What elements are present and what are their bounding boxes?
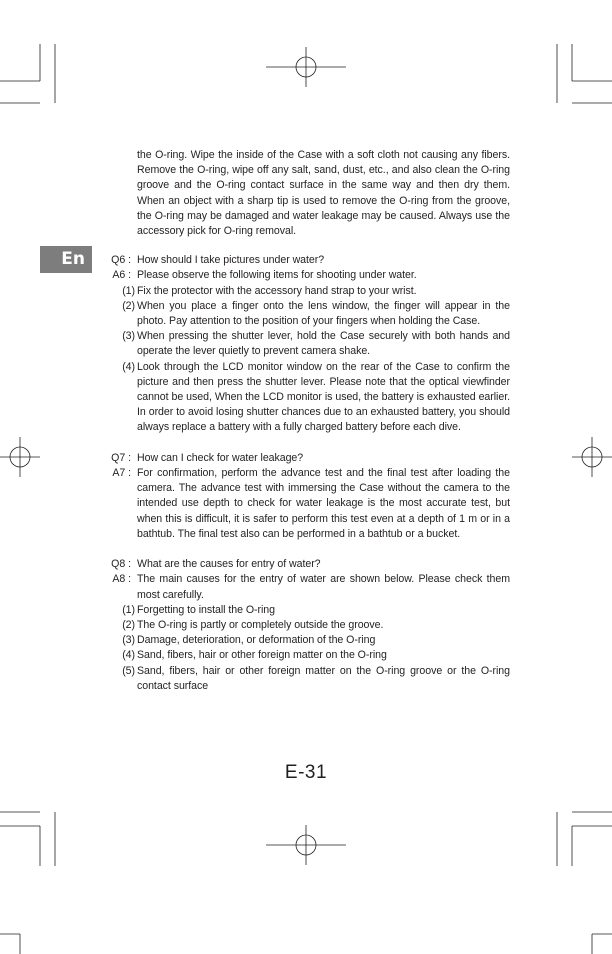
list-item-text: Sand, fibers, hair or other foreign matter on the O-ring [137,649,387,662]
answer-row [100,466,510,542]
list-item-text: When pressing the shutter lever, hold the Case securely with both hands and operate the lever quietly to prevent camera shake. [137,330,510,358]
list-item [100,664,510,694]
question-text: What are the causes for entry of water? [137,558,321,571]
list-item-number: (5) [122,664,135,677]
qa-q6 [100,253,510,435]
spacer [100,542,510,557]
question-row [100,253,510,268]
question-label: Q7 : [111,451,131,464]
question-label: Q8 : [111,558,131,571]
answer-label: A7 : [112,467,131,480]
page-number: E-31 [284,762,328,783]
list-item-text: Damage, deterioration, or deformation of the O-ring [137,634,376,647]
list-item-text: Look through the LCD monitor window on the rear of the Case to confirm the picture and then press the shutter lever. Please note that the optical viewfinder cannot be used, When the LCD monitor is used, the battery is exhausted earlier. In order to avoid losing shutter chances due to an exhausted battery, you should always replace a battery with a fully charged battery before each dive. [137,360,510,434]
list-item-number: (2) [122,619,135,632]
spacer [100,436,510,451]
answer-label: A6 : [112,269,131,282]
question-text: How can I check for water leakage? [137,451,304,464]
list-item [100,299,510,329]
list-item-number: (3) [122,634,135,647]
list-item-text: When you place a finger onto the lens window, the finger will appear in the photo. Pay attention to the position of your fingers when holding the Case. [137,299,510,328]
answer-text: For confirmation, perform the advance test and the final test after loading the camera. The advance test with immersing the Case without the camera to the intended use depth to check for water leakage is the most accurate test, but when this is difficult, it is safer to perform this test even at a depth of 1 m or in a bathtub. The final test also can be performed in a bathtub or a bucket. [137,467,510,540]
list-item [100,648,510,663]
answer-text: The main causes for the entry of water are shown below. Please check them most carefully. [137,573,510,601]
list-item [100,284,510,299]
question-text: How should I take pictures under water? [137,254,325,267]
question-row [100,451,510,466]
list-item-number: (4) [122,649,135,662]
intro-paragraph: the O-ring. Wipe the inside of the Case with a soft cloth not causing any fibers. Remove the O-ring, wipe off any salt, sand, dust, etc., and also clean the O-ring groove and the O-ring contact surface in the same way and then dry them. When an object with a sharp tip is used to remove the O-ring from the groove, the O-ring may be damaged and water leakage may be caused. Always use the accessory pick for O-ring removal. [137,149,510,238]
answer-row [100,572,510,602]
qa-q7 [100,451,510,542]
answer-text: Please observe the following items for shooting under water. [137,269,417,282]
list-item-number: (2) [122,299,135,312]
list-item-text: Fix the protector with the accessory hand strap to your wrist. [137,284,417,297]
manual-body [100,148,510,694]
list-item-text: The O-ring is partly or completely outside the groove. [137,619,384,632]
question-row [100,557,510,572]
answer-label: A8 : [112,573,131,586]
list-item-text: Forgetting to install the O-ring [137,603,275,616]
list-item [100,329,510,359]
list-item-number: (4) [122,360,135,373]
answer-row [100,268,510,283]
list-item-number: (1) [122,603,135,616]
language-tab: En [40,246,92,273]
list-item-number: (1) [122,284,135,297]
list-item [100,618,510,633]
qa-q8 [100,557,510,694]
list-item-text: Sand, fibers, hair or other foreign matter on the O-ring groove or the O-ring contact surface [137,664,510,692]
question-label: Q6 : [111,254,131,267]
list-item-number: (3) [122,330,135,343]
list-item [100,360,510,436]
list-item [100,633,510,648]
list-item [100,603,510,618]
